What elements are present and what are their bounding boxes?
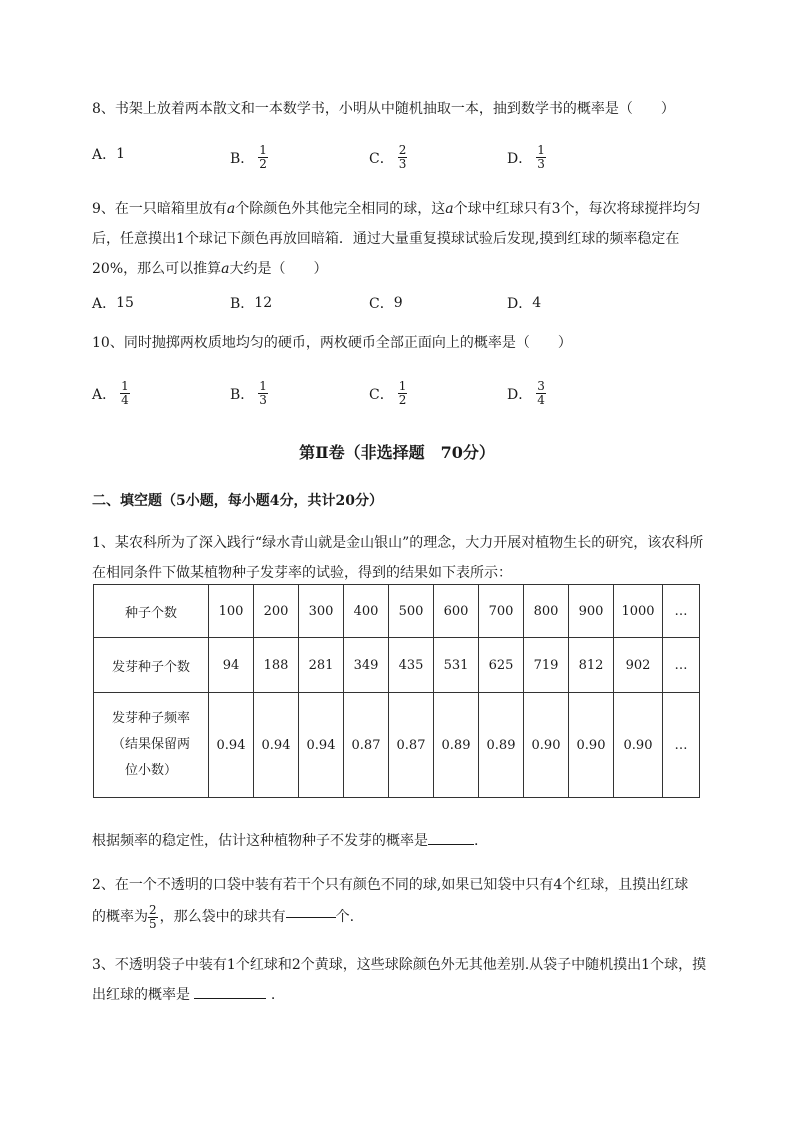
option-d: D． $\frac{3}{4}$ [507,379,545,407]
option-d: D． $\frac{1}{3}$ [507,143,545,171]
row-header: 发芽种子频率 （结果保留两 位小数） [94,693,209,798]
option-b: B． $\frac{1}{3}$ [230,379,267,407]
option-a: A． 1 [92,146,126,163]
question-8-options [92,144,712,174]
answer-blank [428,844,474,845]
part-2-title: 第Ⅱ卷（非选择题 70分） [299,443,495,462]
germination-table [93,584,700,798]
fill-question-3: 3、不透明袋子中装有1个红球和2个黄球，这些球除颜色外无其他差别.从袋子中随机摸出1个球，摸出红球的概率是 . [92,957,707,1003]
fraction: $\frac{1}{3}$ [259,379,267,407]
fill-question-1: 1、某农科所为了深入践行“绿水青山就是金山银山”的理念，大力开展对植物生长的研究，该农科所在相同条件下做某植物种子发芽率的试验，得到的结果如下表所示： [92,535,704,581]
fraction: $\frac{1}{4}$ [121,379,129,407]
option-c: C． $\frac{2}{3}$ [369,143,407,171]
fill-question-2: 2、在一个不透明的口袋中装有若干个只有颜色不同的球,如果已知袋中只有4个红球，且摸出红球 [92,877,689,893]
answer-blank [194,998,266,999]
fraction: $\frac{2}{3}$ [398,143,407,171]
option-a: A． $\frac{1}{4}$ [92,379,129,407]
question-8 [92,94,712,124]
option-a: A． 15 [92,295,134,312]
row-header: 种子个数 [94,585,209,638]
question-8-text: 8、书架上放着两本散文和一本数学书，小明从中随机抽取一本，抽到数学书的概率是（ ） [92,101,675,117]
fill-question-2-line2: 的概率为 $\frac{2}{5}$ ，那么袋中的球共有 个. [92,902,355,931]
option-b: B． $\frac{1}{2}$ [230,143,267,171]
table-row: 发芽种子频率 （结果保留两 位小数） 0.94 0.94 0.94 0.87 0.87 0.89 0.89 0.90 0.90 0.90 … [94,693,700,798]
table-row: 种子个数 100 200 300 400 500 600 700 800 900 1000 … [94,585,700,638]
fraction: $\frac{2}{5}$ [149,902,157,931]
question-9: 9、在一只暗箱里放有a个除颜色外其他完全相同的球，这a个球中红球只有3个，每次将球搅拌均匀后，任意摸出1个球记下颜色再放回暗箱．通过大量重复摸球试验后发现,摸到红球的频率稳定在20%，那么可以推算a大约是（ ） [92,201,701,277]
option-d: D． 4 [507,295,542,312]
option-b: B． 12 [230,295,273,312]
fraction: $\frac{1}{2}$ [259,143,267,171]
table-row: 发芽种子个数 94 188 281 349 435 531 625 719 812 902 … [94,638,700,693]
question-9-options [92,288,712,318]
option-c: C． $\frac{1}{2}$ [369,379,407,407]
row-header: 发芽种子个数 [94,638,209,693]
fraction: $\frac{3}{4}$ [537,379,545,407]
question-10: 10、同时抛掷两枚质地均匀的硬币，两枚硬币全部正面向上的概率是（ ） [92,335,572,351]
fill-question-1-prompt: 根据频率的稳定性，估计这种植物种子不发芽的概率是 . [92,833,479,849]
option-c: C． 9 [369,295,403,312]
fraction: $\frac{1}{3}$ [537,143,545,171]
question-10-options [92,380,712,410]
fraction: $\frac{1}{2}$ [398,379,407,407]
answer-blank [286,917,336,918]
section-2-title: 二、填空题（5小题，每小题4分，共计20分） [92,493,383,509]
